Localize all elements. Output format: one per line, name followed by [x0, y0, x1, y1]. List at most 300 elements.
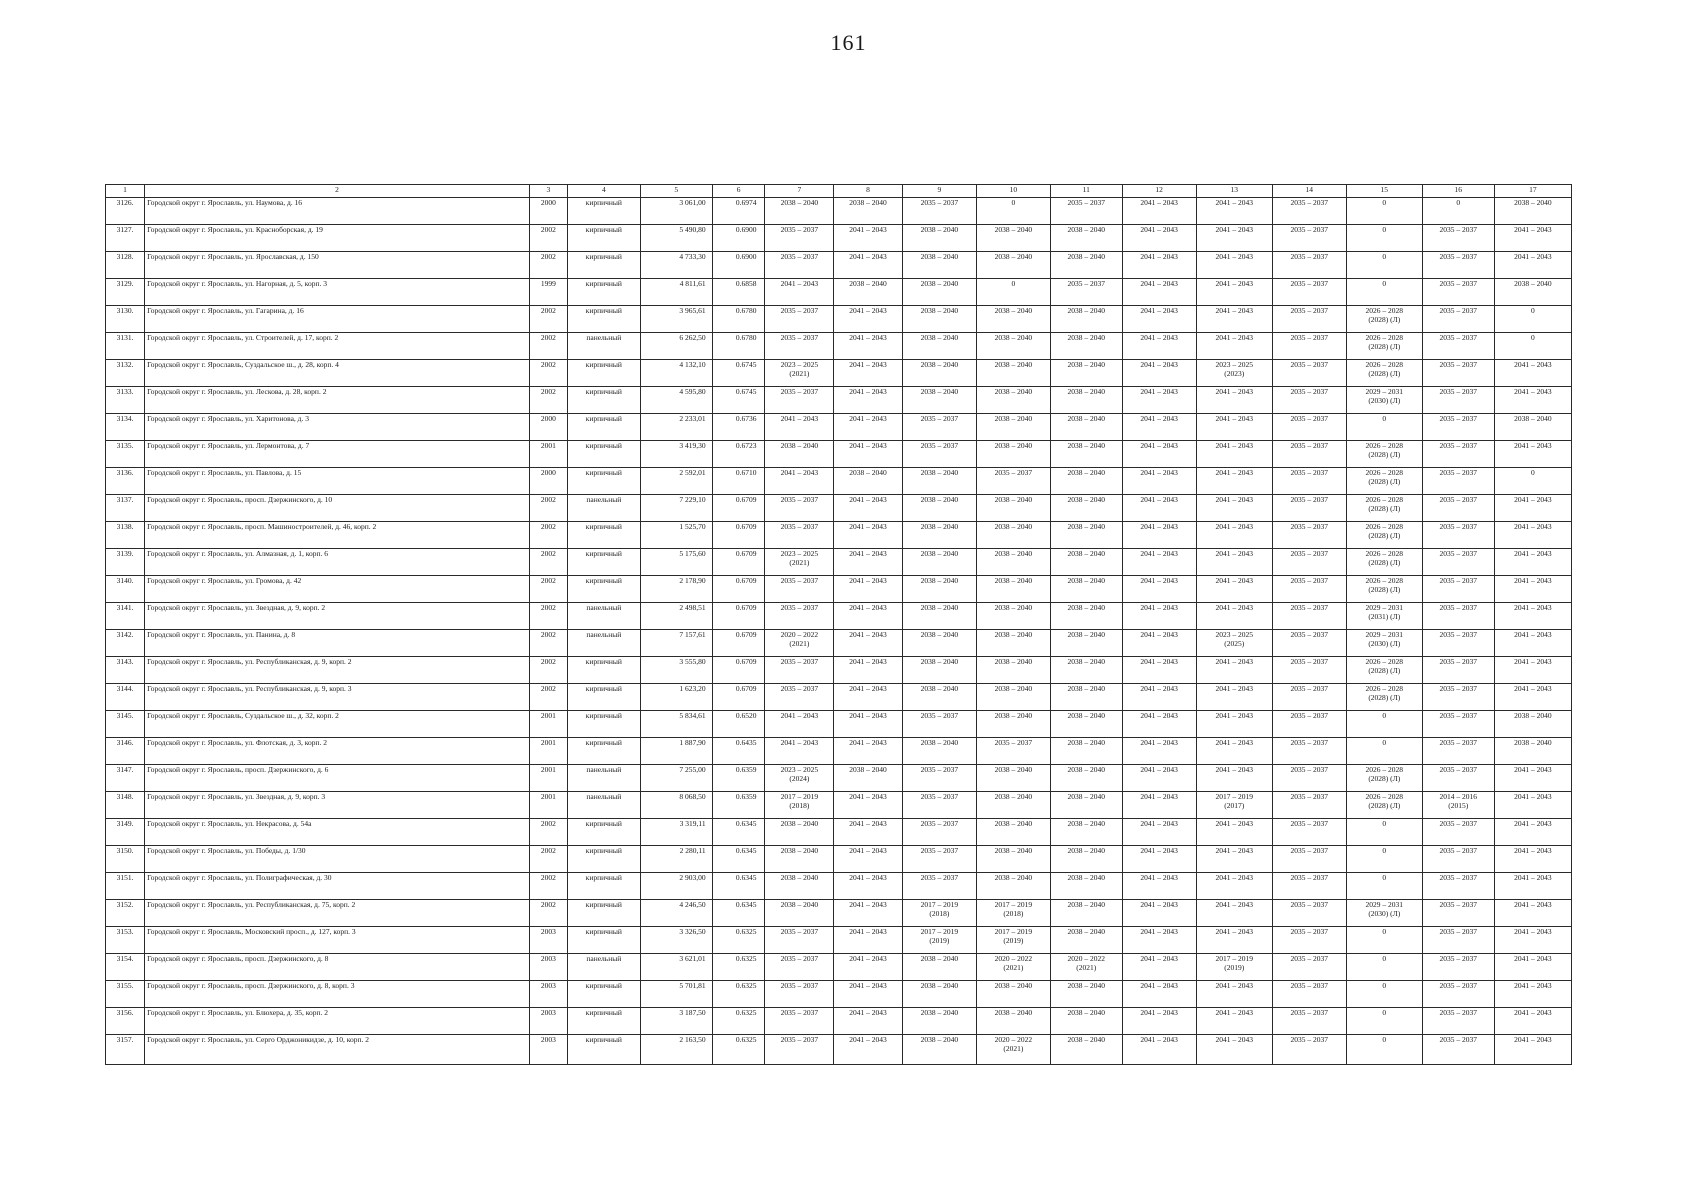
table-cell-col-6 — [712, 684, 765, 711]
cell-text: 2029 – 2031 (2030) (Л) — [1365, 387, 1404, 405]
table-cell-col-12 — [1122, 225, 1196, 252]
cell-text: 2041 – 2043 — [849, 954, 887, 963]
table-cell-col-6 — [712, 522, 765, 549]
cell-text: 2038 – 2040 — [920, 549, 959, 558]
table-cell-col-11 — [1050, 252, 1122, 279]
table-cell-col-5 — [640, 630, 712, 657]
cell-text: 2038 – 2040 — [920, 468, 959, 477]
table-cell-col-9 — [902, 738, 976, 765]
table-cell-col-6 — [712, 414, 765, 441]
table-cell-col-1 — [106, 414, 145, 441]
table-cell-col-11 — [1050, 225, 1122, 252]
cell-text: Городской округ г. Ярославль, ул. Панина, д. 8 — [147, 630, 296, 639]
cell-text: 2020 – 2022 (2021) — [1067, 954, 1105, 972]
cell-text: 3133. — [116, 387, 134, 396]
cell-text: кирпичный — [585, 522, 622, 531]
table-cell-col-8 — [834, 441, 903, 468]
cell-text: 2041 – 2043 — [1140, 846, 1178, 855]
table-cell-col-12 — [1122, 738, 1196, 765]
cell-text: 2035 – 2037 — [1439, 873, 1478, 882]
table-cell-col-6 — [712, 252, 765, 279]
cell-text: 0 — [1382, 225, 1387, 234]
cell-text: 2035 – 2037 — [1439, 252, 1478, 261]
cell-text: 3155. — [116, 981, 134, 990]
table-cell-col-14 — [1272, 711, 1346, 738]
cell-text: 2002 — [540, 522, 556, 531]
cell-text: 2041 – 2043 — [1140, 522, 1178, 531]
cell-text: 2038 – 2040 — [920, 360, 959, 369]
table-cell-col-17 — [1494, 468, 1571, 495]
table-cell-col-3 — [529, 468, 567, 495]
table-row — [106, 765, 1572, 792]
table-cell-col-8 — [834, 954, 903, 981]
cell-text: 2038 – 2040 — [920, 738, 959, 747]
table-cell-col-15 — [1346, 792, 1422, 819]
table-cell-col-10 — [976, 684, 1050, 711]
table-cell-col-15 — [1346, 684, 1422, 711]
table-cell-col-10 — [976, 387, 1050, 414]
cell-text: 2038 – 2040 — [994, 576, 1033, 585]
cell-text: 2038 – 2040 — [994, 333, 1033, 342]
cell-text: 2035 – 2037 — [1290, 1008, 1328, 1017]
cell-text: 2041 – 2043 — [849, 522, 887, 531]
table-cell-col-7 — [765, 522, 834, 549]
table-cell-col-7 — [765, 576, 834, 603]
cell-text: 2041 – 2043 — [1514, 387, 1552, 396]
column-header-5: 5 — [640, 185, 712, 198]
table-cell-col-1 — [106, 846, 145, 873]
table-cell-col-15 — [1346, 387, 1422, 414]
cell-text: 2035 – 2037 — [920, 441, 959, 450]
table-cell-col-13 — [1196, 279, 1272, 306]
cell-text: 2002 — [540, 333, 556, 342]
table-cell-col-14 — [1272, 549, 1346, 576]
cell-text: 2038 – 2040 — [994, 819, 1033, 828]
cell-text: 2038 – 2040 — [994, 549, 1033, 558]
table-cell-col-9 — [902, 441, 976, 468]
table-cell-col-11 — [1050, 360, 1122, 387]
cell-text: 2035 – 2037 — [780, 252, 819, 261]
table-cell-col-9 — [902, 306, 976, 333]
cell-text: 2003 — [540, 1008, 556, 1017]
table-cell-col-5 — [640, 792, 712, 819]
cell-text: 3127. — [116, 225, 134, 234]
table-cell-col-11 — [1050, 1035, 1122, 1065]
table-cell-col-5 — [640, 657, 712, 684]
cell-text: 2035 – 2037 — [920, 873, 959, 882]
table-cell-col-4 — [567, 333, 640, 360]
cell-text: 0 — [1382, 711, 1387, 720]
cell-text: 4 246,50 — [679, 900, 706, 909]
table-cell-col-12 — [1122, 495, 1196, 522]
table-cell-col-11 — [1050, 900, 1122, 927]
cell-text: 0.6325 — [735, 1035, 757, 1044]
table-cell-col-7 — [765, 819, 834, 846]
table-cell-col-1 — [106, 819, 145, 846]
table-cell-col-9 — [902, 684, 976, 711]
cell-text: панельный — [586, 792, 622, 801]
table-cell-col-14 — [1272, 387, 1346, 414]
table-cell-col-8 — [834, 333, 903, 360]
cell-text: 2041 – 2043 — [1140, 873, 1178, 882]
table-row — [106, 792, 1572, 819]
cell-text: 2035 – 2037 — [1439, 657, 1478, 666]
table-row — [106, 846, 1572, 873]
cell-text: 2041 – 2043 — [1215, 684, 1253, 693]
cell-text: 2041 – 2043 — [1140, 819, 1178, 828]
cell-text: 2041 – 2043 — [1140, 468, 1178, 477]
cell-text: 2035 – 2037 — [1290, 900, 1328, 909]
cell-text: 2038 – 2040 — [994, 846, 1033, 855]
cell-text: 3 965,61 — [679, 306, 706, 315]
table-cell-col-10 — [976, 333, 1050, 360]
cell-text: 2035 – 2037 — [1290, 603, 1328, 612]
cell-text: 0.6325 — [735, 981, 757, 990]
table-cell-col-12 — [1122, 360, 1196, 387]
cell-text: 5 490,80 — [679, 225, 706, 234]
cell-text: 2035 – 2037 — [1290, 279, 1328, 288]
table-cell-col-4 — [567, 306, 640, 333]
cell-text: 2035 – 2037 — [1290, 738, 1328, 747]
table-cell-col-3 — [529, 792, 567, 819]
table-cell-col-12 — [1122, 657, 1196, 684]
table-cell-col-7 — [765, 684, 834, 711]
table-cell-col-2 — [145, 765, 530, 792]
cell-text: кирпичный — [585, 306, 622, 315]
cell-text: панельный — [586, 954, 622, 963]
cell-text: 2020 – 2022 (2021) — [994, 1035, 1033, 1053]
table-cell-col-4 — [567, 414, 640, 441]
table-cell-col-7 — [765, 414, 834, 441]
table-cell-col-14 — [1272, 792, 1346, 819]
cell-text: 2023 – 2025 (2025) — [1215, 630, 1253, 648]
table-cell-col-2 — [145, 414, 530, 441]
cell-text: 2 178,90 — [679, 576, 706, 585]
table-cell-col-11 — [1050, 306, 1122, 333]
cell-text: 3130. — [116, 306, 134, 315]
cell-text: кирпичный — [585, 387, 622, 396]
table-cell-col-11 — [1050, 981, 1122, 1008]
cell-text: 2038 – 2040 — [780, 900, 819, 909]
cell-text: 2035 – 2037 — [1290, 954, 1328, 963]
table-cell-col-13 — [1196, 981, 1272, 1008]
cell-text: 2035 – 2037 — [1439, 954, 1478, 963]
table-cell-col-1 — [106, 873, 145, 900]
table-cell-col-3 — [529, 981, 567, 1008]
cell-text: 2038 – 2040 — [1514, 414, 1552, 423]
cell-text: 0.6345 — [735, 900, 757, 909]
cell-text: 2035 – 2037 — [1290, 765, 1328, 774]
table-cell-col-5 — [640, 765, 712, 792]
table-cell-col-13 — [1196, 954, 1272, 981]
cell-text: 2041 – 2043 — [1514, 603, 1552, 612]
table-cell-col-14 — [1272, 279, 1346, 306]
table-cell-col-2 — [145, 711, 530, 738]
table-cell-col-12 — [1122, 900, 1196, 927]
table-cell-col-1 — [106, 306, 145, 333]
cell-text: Городской округ г. Ярославль, Суздальское ш., д. 32, корп. 2 — [147, 711, 339, 720]
table-cell-col-7 — [765, 657, 834, 684]
table-cell-col-2 — [145, 279, 530, 306]
table-cell-col-14 — [1272, 900, 1346, 927]
cell-text: 2041 – 2043 — [849, 333, 887, 342]
cell-text: 2035 – 2037 — [1439, 387, 1478, 396]
table-cell-col-3 — [529, 657, 567, 684]
cell-text: 2041 – 2043 — [849, 846, 887, 855]
table-cell-col-12 — [1122, 441, 1196, 468]
table-cell-col-4 — [567, 954, 640, 981]
table-cell-col-16 — [1422, 252, 1494, 279]
cell-text: 2041 – 2043 — [1140, 387, 1178, 396]
table-cell-col-3 — [529, 819, 567, 846]
table-cell-col-2 — [145, 360, 530, 387]
cell-text: 3135. — [116, 441, 134, 450]
cell-text: 2002 — [540, 387, 556, 396]
cell-text: 3141. — [116, 603, 134, 612]
table-header — [106, 185, 1572, 198]
table-cell-col-5 — [640, 819, 712, 846]
cell-text: 3134. — [116, 414, 134, 423]
table-cell-col-3 — [529, 684, 567, 711]
table-cell-col-3 — [529, 306, 567, 333]
cell-text: 2026 – 2028 (2028) (Л) — [1365, 495, 1404, 513]
cell-text: 2035 – 2037 — [994, 468, 1033, 477]
table-cell-col-3 — [529, 927, 567, 954]
cell-text: 2035 – 2037 — [780, 522, 819, 531]
table-cell-col-3 — [529, 387, 567, 414]
cell-text: 2035 – 2037 — [1439, 603, 1478, 612]
cell-text: 3 326,50 — [679, 927, 706, 936]
table-cell-col-2 — [145, 225, 530, 252]
table-cell-col-2 — [145, 333, 530, 360]
cell-text: 2041 – 2043 — [1140, 630, 1178, 639]
table-row — [106, 873, 1572, 900]
table-cell-col-16 — [1422, 819, 1494, 846]
cell-text: 2035 – 2037 — [1290, 252, 1328, 261]
cell-text: 1 623,20 — [679, 684, 706, 693]
table-cell-col-13 — [1196, 765, 1272, 792]
cell-text: Городской округ г. Ярославль, ул. Строителей, д. 17, корп. 2 — [147, 333, 339, 342]
cell-text: 2035 – 2037 — [1290, 1035, 1328, 1044]
table-cell-col-11 — [1050, 549, 1122, 576]
table-cell-col-2 — [145, 846, 530, 873]
cell-text: 2035 – 2037 — [1439, 225, 1478, 234]
table-cell-col-16 — [1422, 387, 1494, 414]
table-row — [106, 819, 1572, 846]
table-cell-col-15 — [1346, 900, 1422, 927]
cell-text: Городской округ г. Ярославль, ул. Блюхера, д. 35, корп. 2 — [147, 1008, 329, 1017]
cell-text: 2041 – 2043 — [849, 630, 887, 639]
cell-text: 2038 – 2040 — [1067, 225, 1105, 234]
cell-text: 0.6709 — [735, 630, 757, 639]
table-cell-col-14 — [1272, 873, 1346, 900]
table-cell-col-5 — [640, 846, 712, 873]
table-cell-col-4 — [567, 1035, 640, 1065]
cell-text: 2041 – 2043 — [780, 711, 819, 720]
table-cell-col-13 — [1196, 873, 1272, 900]
column-header-8: 8 — [834, 185, 903, 198]
table-cell-col-7 — [765, 846, 834, 873]
cell-text: 2035 – 2037 — [1290, 657, 1328, 666]
cell-text: 2041 – 2043 — [1140, 333, 1178, 342]
table-cell-col-17 — [1494, 738, 1571, 765]
table-cell-col-15 — [1346, 603, 1422, 630]
cell-text: 3136. — [116, 468, 134, 477]
table-cell-col-13 — [1196, 225, 1272, 252]
table-cell-col-1 — [106, 441, 145, 468]
table-cell-col-3 — [529, 252, 567, 279]
table-cell-col-6 — [712, 468, 765, 495]
table-cell-col-7 — [765, 495, 834, 522]
cell-text: 2002 — [540, 657, 556, 666]
table-cell-col-9 — [902, 873, 976, 900]
table-cell-col-9 — [902, 279, 976, 306]
cell-text: кирпичный — [585, 927, 622, 936]
cell-text: 2026 – 2028 (2028) (Л) — [1365, 792, 1404, 810]
cell-text: 2035 – 2037 — [920, 846, 959, 855]
table-cell-col-10 — [976, 927, 1050, 954]
table-cell-col-9 — [902, 360, 976, 387]
cell-text: 2035 – 2037 — [780, 1008, 819, 1017]
table-cell-col-8 — [834, 198, 903, 225]
table-cell-col-14 — [1272, 630, 1346, 657]
table-cell-col-1 — [106, 576, 145, 603]
cell-text: 2038 – 2040 — [994, 360, 1033, 369]
cell-text: 2002 — [540, 360, 556, 369]
table-cell-col-11 — [1050, 522, 1122, 549]
table-cell-col-3 — [529, 630, 567, 657]
cell-text: 2038 – 2040 — [1067, 468, 1105, 477]
cell-text: 2038 – 2040 — [1067, 414, 1105, 423]
cell-text: 2 498,51 — [679, 603, 706, 612]
table-cell-col-16 — [1422, 792, 1494, 819]
cell-text: 2038 – 2040 — [994, 225, 1033, 234]
table-cell-col-7 — [765, 603, 834, 630]
table-cell-col-6 — [712, 1008, 765, 1035]
table-cell-col-5 — [640, 252, 712, 279]
table-cell-col-16 — [1422, 657, 1494, 684]
cell-text: 2041 – 2043 — [1514, 765, 1552, 774]
table-cell-col-7 — [765, 441, 834, 468]
cell-text: 3 061,00 — [679, 198, 706, 207]
table-cell-col-1 — [106, 1035, 145, 1065]
cell-text: Городской округ г. Ярославль, ул. Звездная, д. 9, корп. 2 — [147, 603, 326, 612]
cell-text: 2029 – 2031 (2031) (Л) — [1365, 603, 1404, 621]
table-cell-col-17 — [1494, 1035, 1571, 1065]
cell-text: 2041 – 2043 — [1514, 657, 1552, 666]
cell-text: 2038 – 2040 — [920, 657, 959, 666]
cell-text: 2038 – 2040 — [920, 981, 959, 990]
cell-text: 2038 – 2040 — [994, 630, 1033, 639]
cell-text: 2002 — [540, 306, 556, 315]
table-cell-col-17 — [1494, 657, 1571, 684]
table-cell-col-6 — [712, 657, 765, 684]
table-cell-col-5 — [640, 306, 712, 333]
cell-text: 2035 – 2037 — [1439, 900, 1478, 909]
cell-text: 2038 – 2040 — [1067, 684, 1105, 693]
cell-text: 2035 – 2037 — [780, 981, 819, 990]
column-header-1: 1 — [106, 185, 145, 198]
cell-text: 2035 – 2037 — [1439, 819, 1478, 828]
table-cell-col-2 — [145, 306, 530, 333]
cell-text: 2038 – 2040 — [1067, 792, 1105, 801]
cell-text: 0 — [1382, 279, 1387, 288]
table-cell-col-9 — [902, 711, 976, 738]
cell-text: 2038 – 2040 — [920, 279, 959, 288]
cell-text: 2038 – 2040 — [1067, 927, 1105, 936]
cell-text: 3154. — [116, 954, 134, 963]
table-cell-col-10 — [976, 279, 1050, 306]
cell-text: 2041 – 2043 — [1140, 927, 1178, 936]
cell-text: 2038 – 2040 — [920, 954, 959, 963]
cell-text: 2035 – 2037 — [1439, 333, 1478, 342]
table-cell-col-7 — [765, 954, 834, 981]
cell-text: 0.6900 — [735, 225, 757, 234]
cell-text: 5 701,81 — [679, 981, 706, 990]
cell-text: 2041 – 2043 — [849, 306, 887, 315]
cell-text: 3140. — [116, 576, 134, 585]
table-cell-col-12 — [1122, 603, 1196, 630]
table-cell-col-6 — [712, 738, 765, 765]
table-cell-col-17 — [1494, 711, 1571, 738]
cell-text: 2041 – 2043 — [849, 684, 887, 693]
table-cell-col-4 — [567, 765, 640, 792]
cell-text: Городской округ г. Ярославль, просп. Машиностроителей, д. 46, корп. 2 — [147, 522, 377, 531]
cell-text: 2041 – 2043 — [1215, 522, 1253, 531]
table-cell-col-8 — [834, 495, 903, 522]
cell-text: 0.6325 — [735, 927, 757, 936]
table-cell-col-15 — [1346, 630, 1422, 657]
table-cell-col-8 — [834, 711, 903, 738]
cell-text: 2038 – 2040 — [849, 765, 887, 774]
table-cell-col-17 — [1494, 927, 1571, 954]
table-cell-col-6 — [712, 819, 765, 846]
table-cell-col-5 — [640, 738, 712, 765]
cell-text: 2038 – 2040 — [849, 279, 887, 288]
cell-text: Городской округ г. Ярославль, ул. Громова, д. 42 — [147, 576, 302, 585]
table-cell-col-10 — [976, 1035, 1050, 1065]
table-cell-col-1 — [106, 252, 145, 279]
table-cell-col-16 — [1422, 225, 1494, 252]
cell-text: 2003 — [540, 1035, 556, 1044]
table-cell-col-3 — [529, 738, 567, 765]
cell-text: 2002 — [540, 603, 556, 612]
table-cell-col-4 — [567, 873, 640, 900]
cell-text: 0 — [1382, 873, 1387, 882]
cell-text: 2035 – 2037 — [920, 711, 959, 720]
cell-text: 2026 – 2028 (2028) (Л) — [1365, 360, 1404, 378]
cell-text: 2041 – 2043 — [1140, 495, 1178, 504]
table-cell-col-11 — [1050, 1008, 1122, 1035]
table-cell-col-16 — [1422, 306, 1494, 333]
cell-text: 2041 – 2043 — [1215, 819, 1253, 828]
cell-text: 3132. — [116, 360, 134, 369]
cell-text: 2035 – 2037 — [1290, 981, 1328, 990]
table-row — [106, 387, 1572, 414]
table-cell-col-14 — [1272, 846, 1346, 873]
cell-text: 2035 – 2037 — [1439, 279, 1478, 288]
table-cell-col-4 — [567, 738, 640, 765]
cell-text: 2003 — [540, 954, 556, 963]
column-header-13: 13 — [1196, 185, 1272, 198]
cell-text: 0 — [1382, 738, 1387, 747]
table-cell-col-8 — [834, 738, 903, 765]
table-cell-col-11 — [1050, 603, 1122, 630]
table-cell-col-14 — [1272, 252, 1346, 279]
table-cell-col-3 — [529, 765, 567, 792]
cell-text: 2041 – 2043 — [1140, 360, 1178, 369]
table-cell-col-17 — [1494, 441, 1571, 468]
